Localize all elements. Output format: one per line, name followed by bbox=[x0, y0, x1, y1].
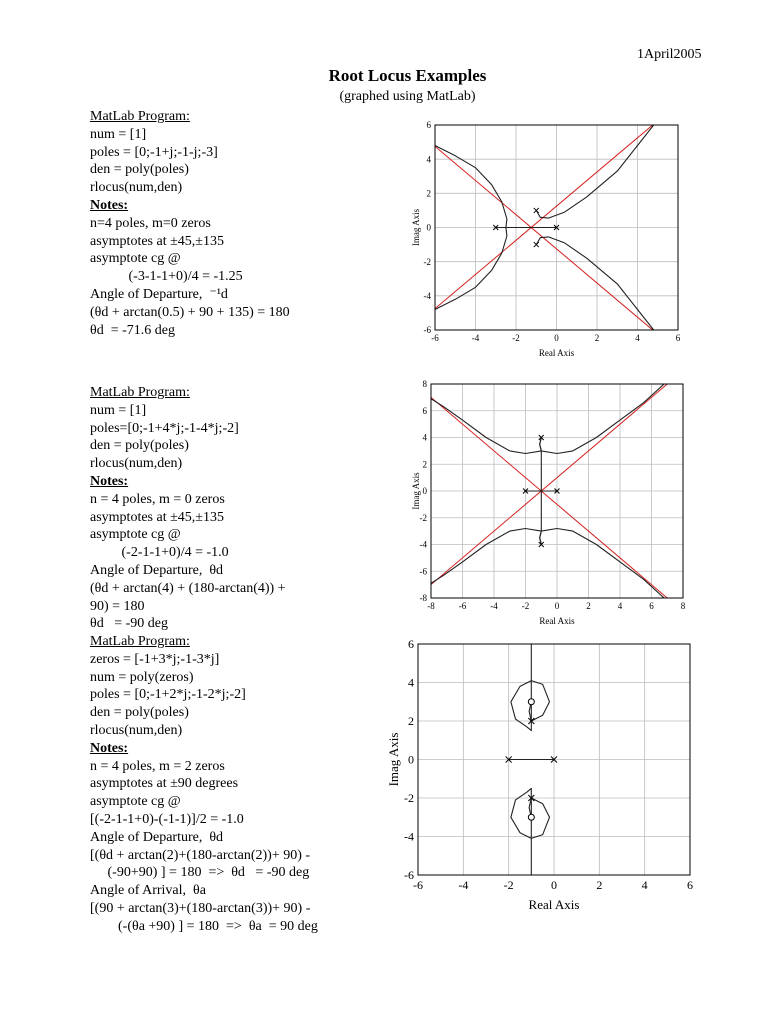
note-line: (-90+90) ] = 180 => θd = -90 deg bbox=[90, 865, 310, 881]
y-tick-label: -4 bbox=[419, 539, 427, 550]
y-tick-label: 2 bbox=[422, 459, 427, 470]
note-line: rlocus(num,den) bbox=[90, 180, 183, 196]
locus-branch bbox=[540, 529, 664, 599]
y-axis-label: Imag Axis bbox=[386, 732, 401, 787]
y-tick-label: 6 bbox=[408, 637, 414, 652]
note-line: num = [1] bbox=[90, 126, 147, 142]
x-tick-label: -4 bbox=[490, 601, 498, 611]
note-line: MatLab Program: bbox=[90, 109, 190, 124]
note-line: Angle of Departure, θd bbox=[90, 829, 224, 845]
x-tick-label: 4 bbox=[635, 333, 640, 343]
pole-marker bbox=[534, 208, 539, 213]
note-line: poles = [0;-1+j;-1-j;-3] bbox=[90, 144, 218, 160]
note-line: θd = -90 deg bbox=[90, 616, 168, 632]
note-line: rlocus(num,den) bbox=[90, 722, 183, 738]
note-line: [(-2-1-1+0)-(-1-1)]/2 = -1.0 bbox=[90, 811, 244, 827]
x-tick-label: 6 bbox=[675, 333, 681, 343]
x-tick-label: 2 bbox=[586, 601, 591, 611]
note-line: n=4 poles, m=0 zeros bbox=[90, 215, 211, 231]
x-tick-label: 8 bbox=[680, 601, 686, 611]
note-line: n = 4 poles, m = 2 zeros bbox=[90, 758, 225, 774]
y-tick-label: 4 bbox=[408, 675, 414, 690]
x-tick-label: 2 bbox=[596, 878, 603, 892]
note-line: den = poly(poles) bbox=[90, 162, 189, 178]
note-line: poles=[0;-1+4*j;-1-4*j;-2] bbox=[90, 420, 239, 436]
x-tick-label: -4 bbox=[458, 878, 469, 892]
y-tick-label: 0 bbox=[408, 752, 414, 767]
example-1-notes bbox=[90, 108, 290, 339]
x-tick-label: -4 bbox=[471, 333, 480, 343]
y-tick-label: -2 bbox=[404, 791, 414, 806]
note-line: asymptotes at ±45,±135 bbox=[90, 509, 224, 525]
x-tick-label: 2 bbox=[594, 333, 600, 343]
note-line: (θd + arctan(4) + (180-arctan(4)) + bbox=[90, 580, 286, 596]
x-tick-label: 6 bbox=[649, 601, 654, 611]
y-tick-label: 4 bbox=[426, 154, 431, 165]
x-tick-label: -6 bbox=[413, 878, 423, 892]
note-line: Notes: bbox=[90, 740, 129, 756]
note-line: den = poly(poles) bbox=[90, 438, 189, 454]
note-line: rlocus(num,den) bbox=[90, 456, 183, 472]
y-tick-label: 2 bbox=[408, 714, 414, 729]
y-tick-label: -2 bbox=[419, 512, 427, 523]
x-tick-label: 4 bbox=[617, 601, 623, 611]
note-line: num = poly(zeros) bbox=[90, 669, 194, 685]
note-line: MatLab Program: bbox=[90, 385, 190, 400]
note-line: (-3-1-1+0)/4 = -1.25 bbox=[90, 269, 243, 285]
y-tick-label: -4 bbox=[404, 829, 414, 844]
root-locus-plot-3 bbox=[382, 635, 712, 925]
note-line: Angle of Arrival, θa bbox=[90, 883, 206, 899]
document-date: 1April2005 bbox=[637, 47, 702, 62]
note-line: (-(θa +90) ] = 180 => θa = 90 deg bbox=[90, 918, 318, 934]
pole-marker bbox=[534, 242, 539, 247]
example-2-notes bbox=[90, 384, 286, 633]
y-axis-label: Imag Axis bbox=[411, 208, 421, 247]
y-axis-label: Imag Axis bbox=[411, 472, 421, 510]
x-axis-label: Real Axis bbox=[528, 897, 580, 912]
y-tick-label: 6 bbox=[426, 120, 431, 131]
x-axis-label: Real Axis bbox=[539, 616, 575, 626]
note-line: 90) = 180 bbox=[90, 598, 145, 614]
y-tick-label: 8 bbox=[422, 379, 427, 390]
y-tick-label: -4 bbox=[423, 290, 431, 301]
locus-branch bbox=[431, 399, 541, 454]
note-line: den = poly(poles) bbox=[90, 705, 189, 721]
x-tick-label: -8 bbox=[427, 601, 435, 611]
x-tick-label: -2 bbox=[512, 333, 520, 343]
note-line: [(θd + arctan(2)+(180-arctan(2))+ 90) - bbox=[90, 847, 311, 863]
y-tick-label: -2 bbox=[423, 256, 431, 267]
y-tick-label: 6 bbox=[422, 405, 427, 416]
zero-marker bbox=[528, 699, 534, 705]
note-line: (θd + arctan(0.5) + 90 + 135) = 180 bbox=[90, 304, 290, 320]
page-title: Root Locus Examples bbox=[328, 66, 487, 85]
note-line: asymptote cg @ bbox=[90, 527, 181, 543]
x-tick-label: 6 bbox=[687, 878, 693, 892]
note-line: poles = [0;-1+2*j;-1-2*j;-2] bbox=[90, 687, 246, 703]
y-tick-label: 0 bbox=[422, 486, 427, 497]
x-tick-label: -6 bbox=[458, 601, 467, 611]
y-tick-label: -6 bbox=[423, 325, 431, 336]
x-tick-label: -2 bbox=[521, 601, 530, 611]
y-tick-label: -8 bbox=[419, 593, 427, 604]
locus-branch bbox=[435, 146, 507, 228]
x-tick-label: -6 bbox=[431, 333, 439, 343]
root-locus-plot-1 bbox=[405, 118, 695, 368]
note-line: Angle of Departure, ⁻¹d bbox=[90, 286, 228, 302]
x-tick-label: 0 bbox=[551, 878, 557, 892]
note-line: num = [1] bbox=[90, 402, 147, 418]
y-tick-label: 4 bbox=[422, 432, 427, 443]
example-3-notes bbox=[90, 633, 318, 936]
note-line: asymptote cg @ bbox=[90, 251, 181, 267]
note-line: (-2-1-1+0)/4 = -1.0 bbox=[90, 545, 229, 561]
note-line: zeros = [-1+3*j;-1-3*j] bbox=[90, 651, 220, 667]
note-line: Notes: bbox=[90, 197, 129, 213]
locus-branch bbox=[435, 228, 507, 310]
x-tick-label: 0 bbox=[554, 333, 559, 343]
y-tick-label: 2 bbox=[426, 188, 431, 199]
y-tick-label: 0 bbox=[426, 222, 431, 233]
note-line: asymptotes at ±45,±135 bbox=[90, 233, 224, 249]
note-line: n = 4 poles, m = 0 zeros bbox=[90, 491, 225, 507]
x-tick-label: 0 bbox=[554, 601, 560, 611]
y-tick-label: -6 bbox=[404, 868, 414, 883]
note-line: asymptote cg @ bbox=[90, 794, 181, 810]
page-subtitle: (graphed using MatLab) bbox=[339, 89, 476, 104]
locus-branch bbox=[540, 384, 664, 454]
y-tick-label: -6 bbox=[419, 566, 427, 577]
x-axis-label: Real Axis bbox=[538, 348, 575, 358]
root-locus-plot-2 bbox=[405, 378, 695, 638]
locus-branch bbox=[431, 529, 541, 584]
note-line: Notes: bbox=[90, 473, 129, 489]
x-tick-label: -2 bbox=[503, 878, 514, 892]
x-tick-label: 4 bbox=[641, 878, 648, 892]
note-line: [(90 + arctan(3)+(180-arctan(3))+ 90) - bbox=[90, 900, 311, 916]
note-line: Angle of Departure, θd bbox=[90, 562, 224, 578]
note-line: MatLab Program: bbox=[90, 634, 190, 649]
note-line: asymptotes at ±90 degrees bbox=[90, 776, 239, 792]
note-line: θd = -71.6 deg bbox=[90, 322, 175, 338]
zero-marker bbox=[528, 814, 534, 820]
